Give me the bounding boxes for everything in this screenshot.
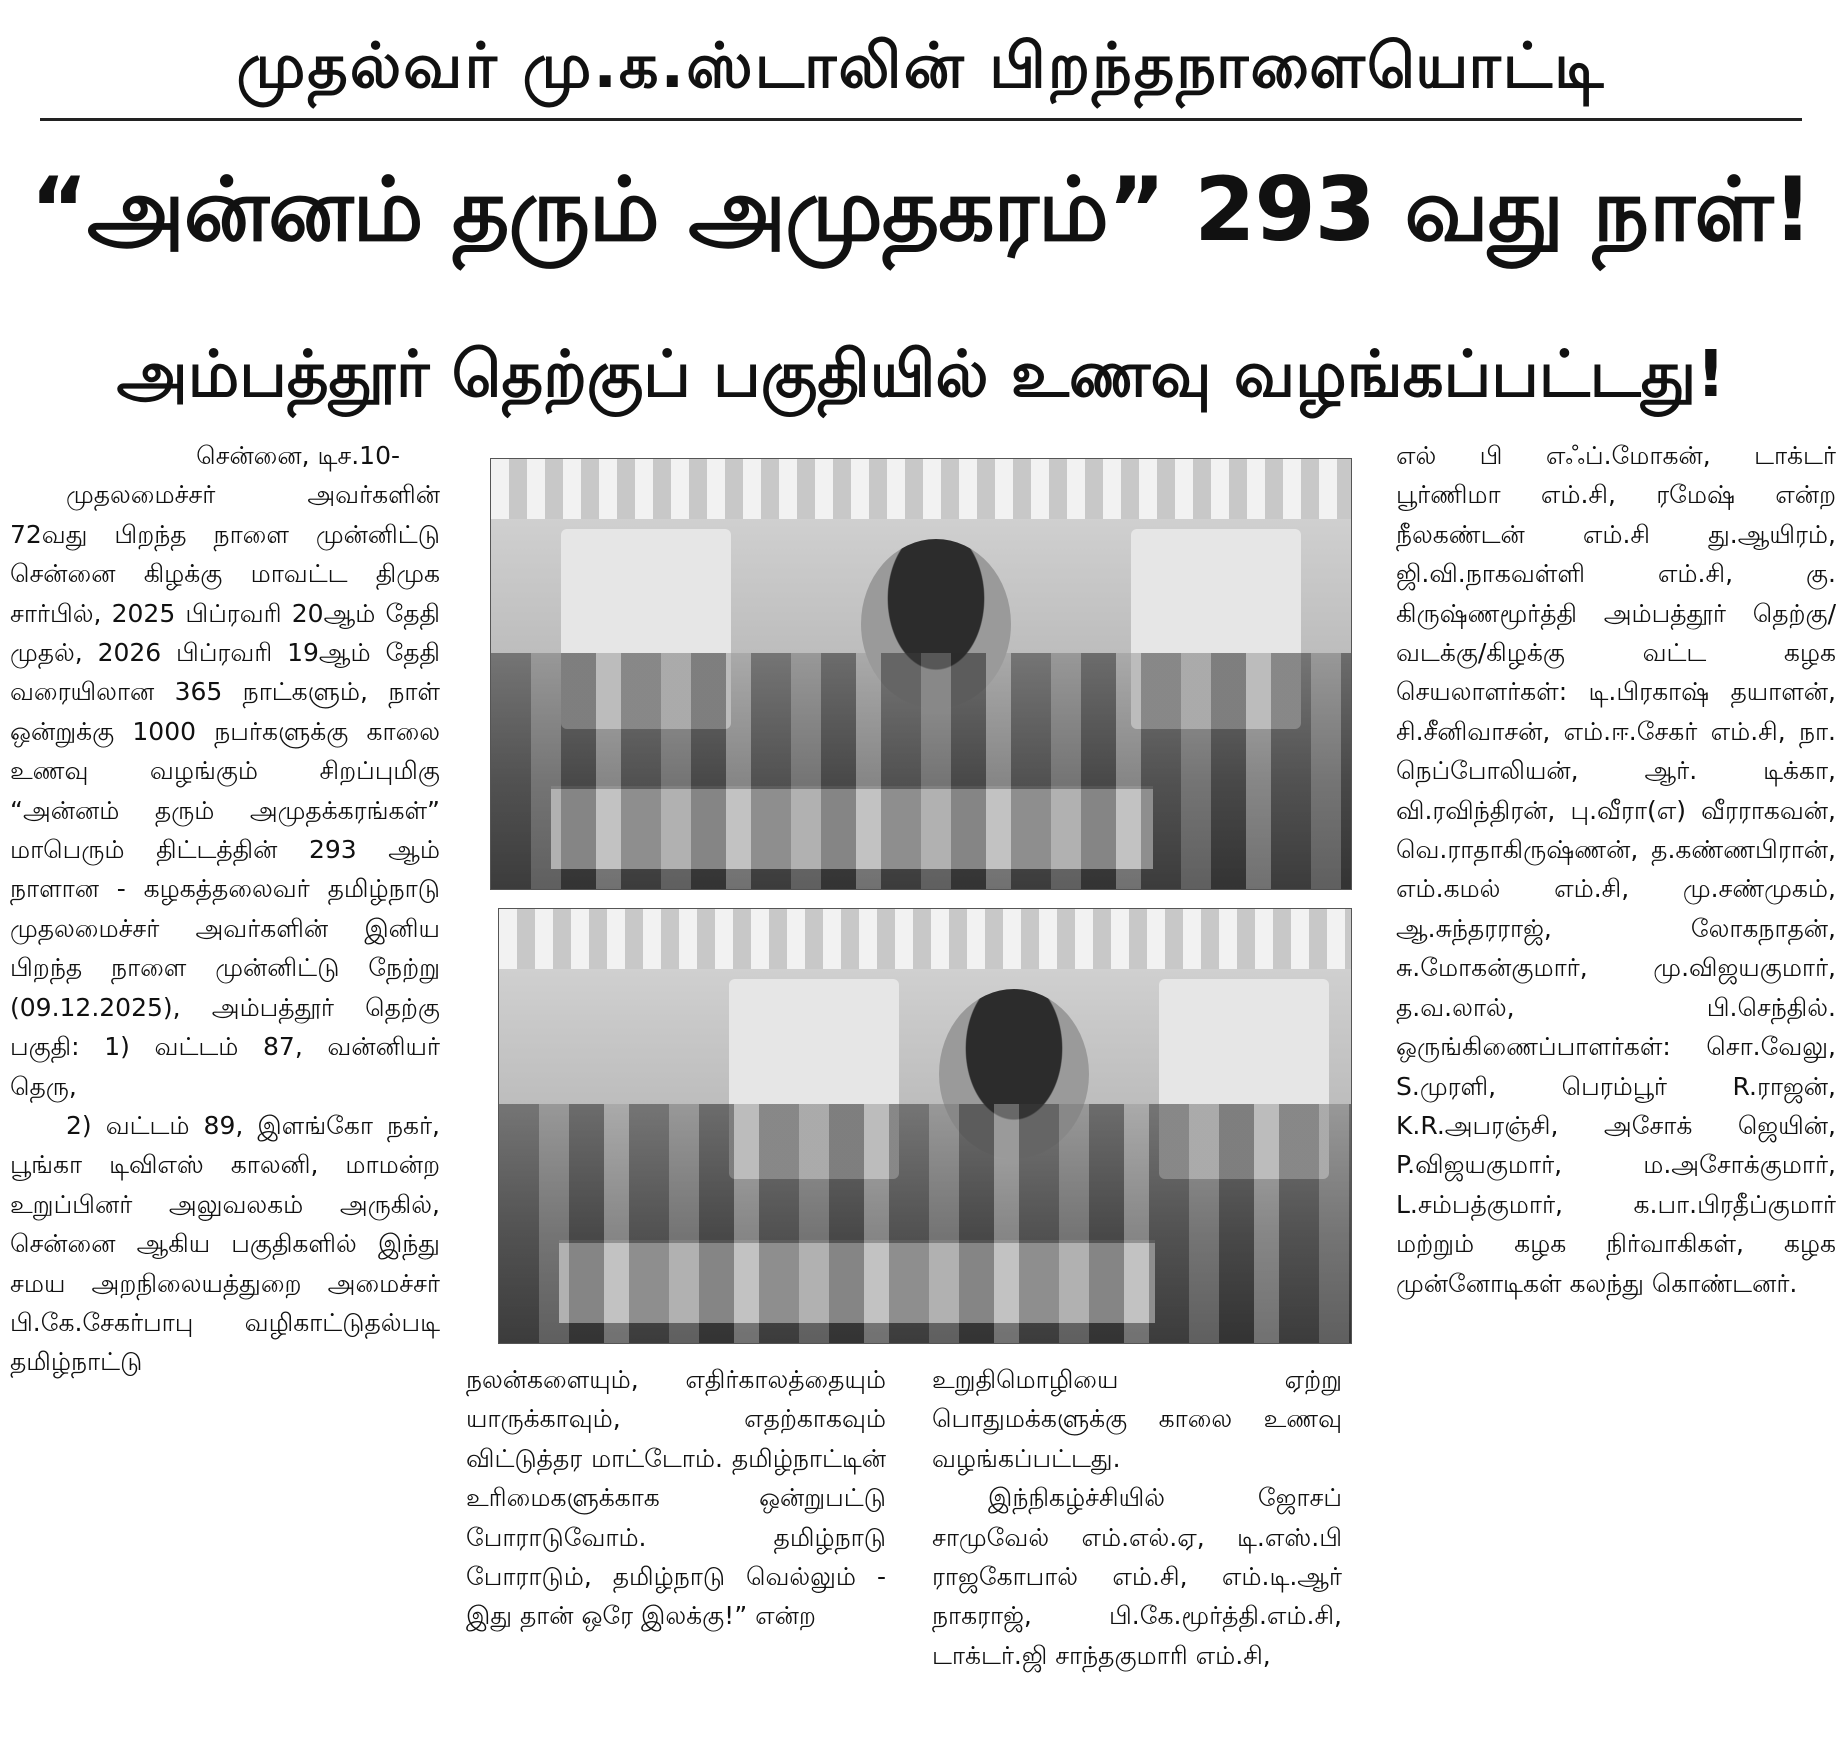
article-paragraph: 2) வட்டம் 89, இளங்கோ நகர், பூங்கா டிவிஎஸ் காலனி, மாமன்ற உறுப்பினர் அலுவலகம் அருகில், சென்னை ஆகிய பகுதிகளில் இந்து சமய அறநிலையத்துறை அமைச்சர் பி.கே.சேகர்பாபு வழிகாட்டுதல்படி தமிழ்நாட்டு (10, 1110, 440, 1377)
event-photo-2 (498, 908, 1352, 1344)
kicker-headline: முதல்வர் மு.க.ஸ்டாலின் பிறந்தநாளையொட்டி (236, 29, 1606, 102)
article-column-4 (1396, 436, 1836, 1736)
article-paragraph: இந்நிகழ்ச்சியில் ஜோசப் சாமுவேல் எம்.எல்.ஏ, டி.எஸ்.பி ராஜகோபால் எம்.சி, எம்.டி.ஆர் நாகராஜ், பி.கே.மூர்த்தி.எம்.சி, டாக்டர்.ஜி சாந்தகுமாரி எம்.சி, (932, 1483, 1342, 1670)
dateline: சென்னை, டிச.10- (196, 441, 400, 470)
article-paragraph: முதலமைச்சர் அவர்களின் 72வது பிறந்த நாளை முன்னிட்டு சென்னை கிழக்கு மாவட்ட திமுக சார்பில், 2025 பிப்ரவரி 20ஆம் தேதி முதல், 2026 பிப்ரவரி 19ஆம் தேதி வரையிலான 365 நாட்களும், நாள் ஒன்றுக்கு 1000 நபர்களுக்கு காலை உணவு வழங்கும் சிறப்புமிகு “அன்னம் தரும் அமுதக்கரங்கள்” மாபெரும் திட்டத்தின் 293 ஆம் நாளான - கழகத்தலைவர் தமிழ்நாடு முதலமைச்சர் அவர்களின் இனிய பிறந்த நாளை முன்னிட்டு நேற்று (09.12.2025), அம்பத்தூர் தெற்கு பகுதி: 1) வட்டம் 87, வன்னியர் தெரு, (10, 480, 440, 1101)
article-paragraph: நலன்களையும், எதிர்காலத்தையும் யாருக்காவும், எதற்காகவும் விட்டுத்தர மாட்டோம். தமிழ்நாட்டின் உரிமைகளுக்காக ஒன்றுபட்டு போராடுவோம். தமிழ்நாடு போராடும், தமிழ்நாடு வெல்லும் - இது தான் ஒரே இலக்கு!” என்ற (466, 1365, 886, 1631)
divider (40, 118, 1802, 121)
main-headline: “அன்னம் தரும் அமுதகரம்” 293 வது நாள்! (30, 158, 1812, 261)
article-column-1 (10, 436, 440, 1736)
article-column-3 (932, 1360, 1342, 1736)
event-photo-1 (490, 458, 1352, 890)
article-paragraph: எல் பி எஃப்.மோகன், டாக்டர் பூர்ணிமா எம்.சி, ரமேஷ் என்ற நீலகண்டன் எம்.சி து.ஆயிரம், ஜி.வி.நாகவள்ளி எம்.சி, கு. கிருஷ்ணமூர்த்தி அம்பத்தூர் தெற்கு/வடக்கு/கிழக்கு வட்ட கழக செயலாளர்கள்: டி.பிரகாஷ் தயாளன், சி.சீனிவாசன், எம்.ஈ.சேகர் எம்.சி, நா. நெப்போலியன், ஆர். டிக்கா, வி.ரவிந்திரன், பு.வீரா(எ) வீரராகவன், வெ.ராதாகிருஷ்ணன், த.கண்ணபிரான், எம்.கமல் எம்.சி, மு.சண்முகம், ஆ.சுந்தரராஜ், லோகநாதன், சு.மோகன்குமார், மு.விஜயகுமார், த.வ.லால், பி.செந்தில். ஒருங்கிணைப்பாளர்கள்: சொ.வேலு, S.முரளி, பெரம்பூர் R.ராஜன், K.R.அபரஞ்சி, அசோக் ஜெயின், P.விஜயகுமார், ம.அசோக்குமார், L.சம்பத்குமார், க.பா.பிரதீப்குமார் மற்றும் கழக நிர்வாகிகள், கழக முன்னோடிகள் கலந்து கொண்டனர். (1396, 441, 1836, 1298)
sub-headline: அம்பத்தூர் தெற்குப் பகுதியில் உணவு வழங்கப்பட்டது! (116, 338, 1726, 412)
article-paragraph: உறுதிமொழியை ஏற்று பொதுமக்களுக்கு காலை உணவு வழங்கப்பட்டது. (932, 1365, 1342, 1473)
article-column-2 (466, 1360, 886, 1736)
